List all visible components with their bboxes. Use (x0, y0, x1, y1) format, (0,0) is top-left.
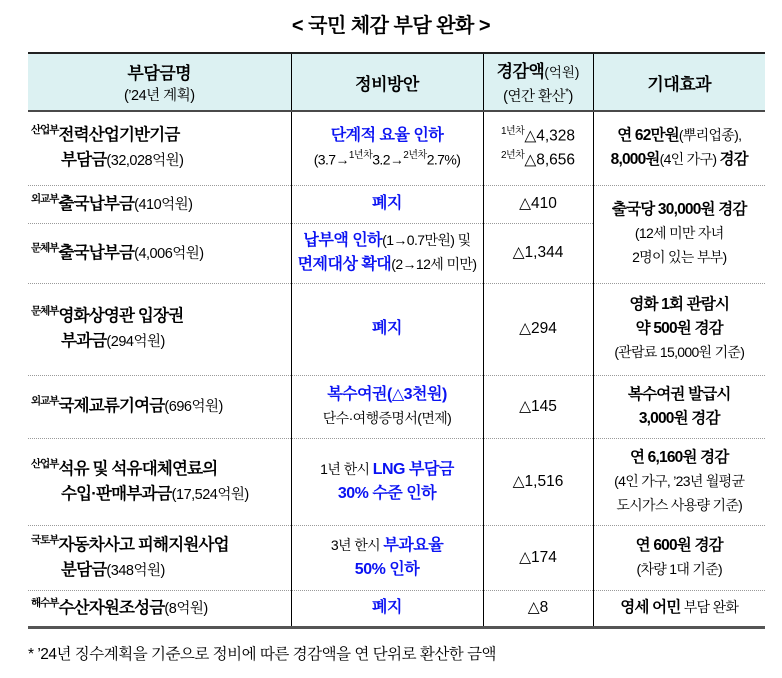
expected-effect-cell (593, 438, 765, 525)
text-run: 도시가스 사용량 기준) (616, 496, 743, 513)
cell-line (31, 123, 289, 148)
text-run: 영화상영관 입장권 (58, 307, 184, 325)
cell-line (31, 304, 289, 329)
burden-name-cell (28, 525, 291, 590)
reduction-amount-cell (483, 111, 593, 185)
cell-line (294, 124, 481, 148)
burden-name-cell (28, 111, 291, 185)
header-reduction (483, 53, 593, 111)
text-run: 국토부 (31, 533, 59, 546)
text-run: (4인 가구) (659, 151, 720, 168)
header-plan-label: 정비방안 (355, 74, 419, 94)
cell-line (596, 124, 764, 148)
header-burden-name-sub: (’24년 계획) (123, 88, 195, 104)
text-run: 1년차 (500, 125, 525, 137)
text-run: (17,524억원) (171, 486, 249, 503)
text-run: (1→0.7만원) 및 (382, 232, 471, 248)
text-run: 50% 인하 (354, 560, 420, 578)
cell-line (61, 482, 289, 507)
cell-line (486, 192, 591, 216)
cell-line (294, 534, 481, 558)
cell-line (596, 293, 764, 317)
cell-line (596, 198, 764, 222)
text-run: △410 (519, 195, 557, 212)
text-run: (뿌리업종), (678, 127, 742, 144)
cell-line (31, 533, 289, 558)
text-run: 산업부 (31, 457, 59, 470)
text-run: 단계적 요율 인하 (330, 127, 444, 145)
cell-line (294, 317, 481, 341)
text-run: 폐지 (372, 599, 402, 616)
cell-line (596, 222, 764, 246)
text-run: 전력산업기반기금 (58, 126, 180, 145)
text-run: 외교부 (31, 395, 59, 407)
text-run: 8,000원 (610, 151, 660, 169)
text-run: △145 (519, 397, 557, 415)
cell-line (294, 148, 481, 172)
text-run: 2년차 (403, 150, 427, 162)
header-effect-label: 기대효과 (647, 74, 712, 94)
text-run: (4인 가구, ’23년 월평균 (614, 472, 745, 489)
table-row (28, 438, 765, 525)
text-run: (696억원) (164, 399, 223, 415)
plan-cell (291, 525, 483, 590)
text-run: 1년차 (348, 150, 373, 162)
expected-effect-cell (593, 375, 765, 438)
text-run: 3년 한시 (330, 536, 384, 553)
table-row (28, 590, 765, 627)
cell-line (486, 596, 591, 620)
table-row (28, 185, 765, 223)
reduction-amount-cell (483, 438, 593, 525)
plan-cell (291, 438, 483, 525)
cell-line (596, 148, 764, 172)
text-run: 2.7%) (426, 151, 461, 168)
cell-line (596, 470, 764, 494)
cell-line (596, 558, 764, 582)
text-run: 외교부 (31, 192, 59, 205)
cell-line (486, 317, 591, 341)
cell-line (61, 148, 289, 173)
header-burden-name-label: 부담금명 (127, 64, 192, 83)
table-row (28, 525, 765, 590)
cell-line (486, 546, 591, 570)
footnote: * ’24년 징수계획을 기준으로 정비에 따른 경감액을 연 단위로 환산한 금액 (28, 645, 497, 663)
text-run: △4,328 (524, 127, 576, 145)
text-run: 연 600원 경감 (635, 536, 723, 554)
text-run: 3.2→ (372, 151, 404, 168)
cell-line (294, 253, 481, 277)
text-run: △8,656 (524, 151, 576, 169)
text-run: (3.7→ (313, 151, 349, 168)
footnote-asterisk: * (565, 86, 569, 98)
expected-effect-cell (593, 525, 765, 590)
cell-line (31, 457, 289, 482)
header-burden-name (28, 53, 291, 111)
text-run: 연 62만원 (617, 127, 679, 145)
table-body (28, 111, 765, 627)
header-row (28, 53, 765, 111)
text-run: 영화 1회 관람시 (629, 296, 730, 313)
text-run: 3,000원 경감 (638, 409, 720, 427)
text-run: 부과요율 (383, 536, 444, 554)
text-run: 면제대상 확대 (297, 256, 392, 273)
header-plan (291, 53, 483, 111)
text-run: 문체부 (31, 305, 59, 317)
cell-line (294, 596, 481, 620)
plan-cell (291, 283, 483, 375)
text-run: 출국납부금 (58, 194, 135, 213)
table-row (28, 283, 765, 375)
text-run: (차량 1대 기준) (636, 560, 722, 577)
text-run: 경감 (719, 151, 748, 169)
expected-effect-cell (593, 185, 765, 283)
text-run: 국제교류기여금 (58, 397, 165, 415)
burden-relief-table (28, 52, 765, 629)
text-run: 수산자원조성금 (58, 598, 165, 617)
text-run: 1년 한시 (320, 460, 373, 477)
text-run: (410억원) (134, 196, 193, 213)
cell-line (596, 534, 764, 558)
header-reduction-line1: 경감액(억원) (496, 61, 580, 81)
text-run: △1,516 (512, 472, 564, 490)
header-reduction-line2: (연간 환산*) (503, 86, 573, 105)
cell-line (596, 246, 764, 270)
cell-line (294, 482, 481, 506)
cell-line (486, 241, 591, 265)
text-run: 폐지 (372, 195, 402, 212)
text-run: △1,344 (512, 244, 564, 261)
cell-line (486, 395, 591, 419)
burden-name-cell (28, 375, 291, 438)
burden-name-cell (28, 185, 291, 223)
text-run: 복수여권(△3천원) (327, 385, 447, 403)
cell-line (596, 494, 764, 518)
text-run: 2년차 (500, 150, 525, 162)
cell-line (486, 124, 591, 148)
text-run: (348억원) (106, 562, 165, 579)
reduction-amount-cell (483, 590, 593, 627)
text-run: 복수여권 발급시 (627, 385, 731, 403)
cell-line (596, 341, 764, 365)
text-run: 부과금 (61, 332, 107, 350)
cell-line (596, 317, 764, 341)
text-run: 영세 어민 (620, 599, 681, 616)
text-run: 자동차사고 피해지원사업 (58, 535, 229, 554)
text-run: (294억원) (106, 334, 165, 350)
reduction-amount-cell (483, 185, 593, 223)
text-run: 석유 및 석유대체연료의 (58, 459, 218, 478)
table-row (28, 111, 765, 185)
text-run: 산업부 (31, 124, 59, 137)
text-run: LNG 부담금 (372, 460, 454, 478)
burden-name-cell (28, 283, 291, 375)
cell-line (31, 241, 289, 266)
cell-line (486, 148, 591, 172)
cell-line (294, 407, 481, 431)
cell-line (31, 394, 289, 419)
plan-cell (291, 375, 483, 438)
text-run: 부담 완화 (680, 599, 739, 615)
text-run: △174 (519, 548, 557, 566)
plan-cell (291, 111, 483, 185)
text-run: (2→12세 미만) (391, 256, 477, 272)
text-run: 부담금 (61, 151, 107, 170)
plan-cell (291, 185, 483, 223)
cell-line (61, 558, 289, 583)
cell-line (294, 383, 481, 407)
text-run: 폐지 (372, 320, 402, 337)
text-run: 30% 수준 인하 (337, 484, 437, 502)
text-run: 납부액 인하 (303, 232, 383, 249)
cell-line (596, 446, 764, 470)
text-run: 2명이 있는 부부) (632, 249, 727, 265)
table-row (28, 375, 765, 438)
cell-line (294, 458, 481, 482)
cell-line (61, 329, 289, 354)
text-run: (12세 미만 자녀 (634, 225, 724, 241)
expected-effect-cell (593, 283, 765, 375)
plan-cell (291, 223, 483, 283)
page-title: < 국민 체감 부담 완화 > (291, 15, 491, 37)
text-run: (32,028억원) (106, 153, 184, 170)
text-run: 분담금 (61, 560, 107, 579)
reduction-amount-cell (483, 283, 593, 375)
cell-line (294, 192, 481, 216)
text-run: 출국납부금 (58, 243, 135, 262)
plan-cell (291, 590, 483, 627)
burden-name-cell (28, 590, 291, 627)
text-run: (관람료 15,000원 기준) (614, 344, 745, 360)
table-header (28, 53, 765, 111)
text-run: 약 500원 경감 (635, 320, 723, 337)
text-run: (8억원) (164, 600, 208, 617)
text-run: 해수부 (31, 596, 59, 609)
text-run: (4,006억원) (134, 245, 204, 262)
text-run: 문체부 (31, 241, 59, 254)
cell-line (31, 596, 289, 621)
expected-effect-cell (593, 111, 765, 185)
text-run: 수입·판매부과금 (61, 484, 172, 503)
cell-line (294, 229, 481, 253)
cell-line (294, 558, 481, 582)
cell-line (486, 470, 591, 494)
cell-line (31, 192, 289, 217)
reduction-amount-cell (483, 525, 593, 590)
header-effect (593, 53, 765, 111)
reduction-amount-cell (483, 223, 593, 283)
text-run: △294 (519, 320, 557, 337)
text-run: △8 (527, 599, 549, 616)
cell-line (596, 383, 764, 407)
text-run: 출국당 30,000원 경감 (611, 201, 747, 218)
text-run: 단수·여행증명서(면제) (322, 409, 452, 426)
cell-line (596, 596, 764, 620)
reduction-amount-cell (483, 375, 593, 438)
burden-name-cell (28, 438, 291, 525)
text-run: 연 6,160원 경감 (630, 448, 729, 466)
cell-line (596, 407, 764, 431)
burden-name-cell (28, 223, 291, 283)
expected-effect-cell (593, 590, 765, 627)
